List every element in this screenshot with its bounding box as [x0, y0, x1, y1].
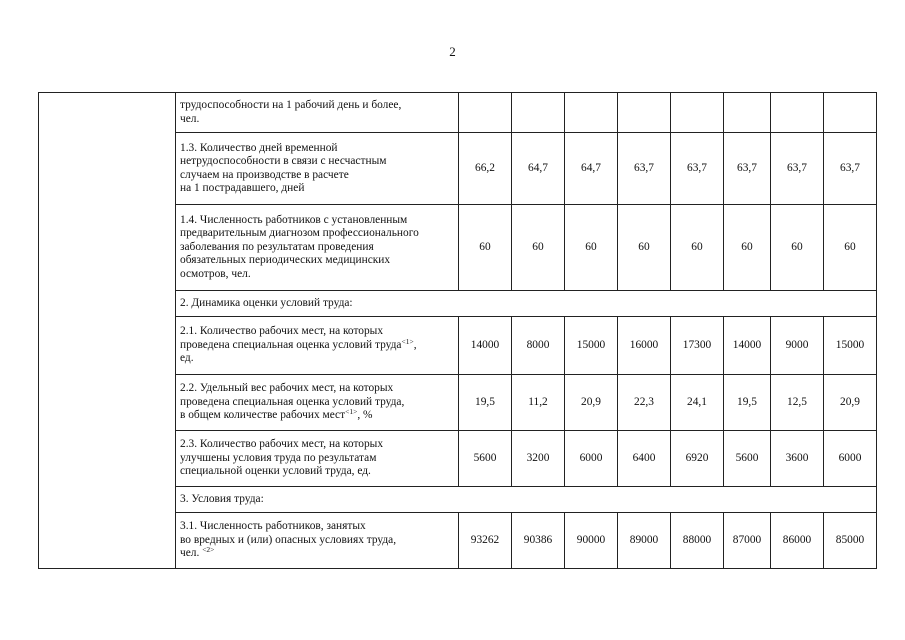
desc-line: случаем на производстве в расчете	[180, 168, 349, 181]
value-cell: 11,2	[512, 375, 565, 431]
desc-line: 1.4. Численность работников с установленным	[180, 213, 408, 226]
row-description	[176, 375, 459, 431]
desc-line: ед.	[180, 352, 194, 365]
row-description	[176, 431, 459, 487]
value-cell: 17300	[671, 317, 724, 375]
value-cell	[618, 93, 671, 133]
section-heading: 3. Условия труда:	[176, 487, 877, 513]
desc-line: 2.2. Удельный вес рабочих мест, на которых	[180, 382, 394, 395]
value-cell: 86000	[771, 513, 824, 569]
value-cell: 93262	[459, 513, 512, 569]
value-cell: 60	[771, 205, 824, 291]
value-cell: 60	[512, 205, 565, 291]
value-cell: 24,1	[671, 375, 724, 431]
value-cell: 8000	[512, 317, 565, 375]
value-cell: 15000	[824, 317, 877, 375]
value-cell	[824, 93, 877, 133]
footnote-ref: <1>	[345, 407, 358, 417]
desc-line: улучшены условия труда по результатам	[180, 451, 377, 464]
value-cell: 6000	[824, 431, 877, 487]
value-cell: 3600	[771, 431, 824, 487]
value-cell: 9000	[771, 317, 824, 375]
desc-line: в общем количестве рабочих мест$^{<1>}$, %	[180, 407, 373, 422]
value-cell: 87000	[724, 513, 771, 569]
value-cell: 66,2	[459, 133, 512, 205]
desc-line: нетрудоспособности в связи с несчастным	[180, 155, 387, 168]
desc-line: на 1 пострадавшего, дней	[180, 181, 305, 194]
value-cell: 6000	[565, 431, 618, 487]
value-cell: 5600	[724, 431, 771, 487]
value-cell: 3200	[512, 431, 565, 487]
value-cell: 60	[671, 205, 724, 291]
value-cell: 64,7	[565, 133, 618, 205]
desc-line: 1.3. Количество дней временной	[180, 141, 338, 154]
value-cell: 88000	[671, 513, 724, 569]
footnote-ref: <2>	[202, 545, 215, 555]
table-row	[39, 93, 877, 133]
value-cell: 85000	[824, 513, 877, 569]
desc-line: во вредных и (или) опасных условиях труда,	[180, 533, 397, 546]
value-cell: 64,7	[512, 133, 565, 205]
desc-line: специальной оценки условий труда, ед.	[180, 465, 371, 478]
footnote-ref: <1>	[401, 336, 414, 346]
value-cell: 14000	[459, 317, 512, 375]
value-cell: 12,5	[771, 375, 824, 431]
value-cell: 15000	[565, 317, 618, 375]
value-cell: 14000	[724, 317, 771, 375]
value-cell: 90000	[565, 513, 618, 569]
desc-line: осмотров, чел.	[180, 267, 251, 280]
desc-line: проведена специальная оценка условий труда$^{<1>}$,	[180, 336, 417, 351]
indicators-table	[38, 92, 877, 569]
value-cell	[459, 93, 512, 133]
page-number: 2	[449, 44, 456, 59]
desc-line: 3.1. Численность работников, занятых	[180, 520, 366, 533]
row-description	[176, 513, 459, 569]
desc-line: проведена специальная оценка условий труда,	[180, 395, 405, 408]
value-cell: 19,5	[459, 375, 512, 431]
value-cell	[512, 93, 565, 133]
value-cell: 63,7	[618, 133, 671, 205]
desc-line: предварительным диагнозом профессионального	[180, 227, 419, 240]
row-description	[176, 93, 459, 133]
desc-line: 2.1. Количество рабочих мест, на которых	[180, 325, 384, 338]
value-cell	[565, 93, 618, 133]
value-cell: 20,9	[824, 375, 877, 431]
desc-line: чел. $^{<2>}$	[180, 545, 215, 560]
value-cell: 60	[459, 205, 512, 291]
value-cell: 60	[618, 205, 671, 291]
value-cell: 60	[724, 205, 771, 291]
value-cell: 6920	[671, 431, 724, 487]
value-cell: 16000	[618, 317, 671, 375]
value-cell: 22,3	[618, 375, 671, 431]
row-description	[176, 133, 459, 205]
value-cell: 89000	[618, 513, 671, 569]
section-heading: 2. Динамика оценки условий труда:	[176, 291, 877, 317]
value-cell: 90386	[512, 513, 565, 569]
desc-line: 2.3. Количество рабочих мест, на которых	[180, 438, 384, 451]
value-cell	[771, 93, 824, 133]
value-cell: 19,5	[724, 375, 771, 431]
desc-line: трудоспособности на 1 рабочий день и более,	[180, 99, 402, 112]
value-cell	[724, 93, 771, 133]
value-cell: 63,7	[824, 133, 877, 205]
value-cell: 63,7	[771, 133, 824, 205]
desc-line: обязательных периодических медицинских	[180, 254, 391, 267]
value-cell: 60	[824, 205, 877, 291]
value-cell: 63,7	[671, 133, 724, 205]
row-description	[176, 317, 459, 375]
value-cell: 6400	[618, 431, 671, 487]
value-cell: 63,7	[724, 133, 771, 205]
value-cell	[671, 93, 724, 133]
row-description	[176, 205, 459, 291]
value-cell: 5600	[459, 431, 512, 487]
left-blank-column	[39, 93, 176, 569]
value-cell: 20,9	[565, 375, 618, 431]
value-cell: 60	[565, 205, 618, 291]
desc-line: заболевания по результатам проведения	[180, 240, 374, 253]
desc-line: чел.	[180, 112, 200, 125]
